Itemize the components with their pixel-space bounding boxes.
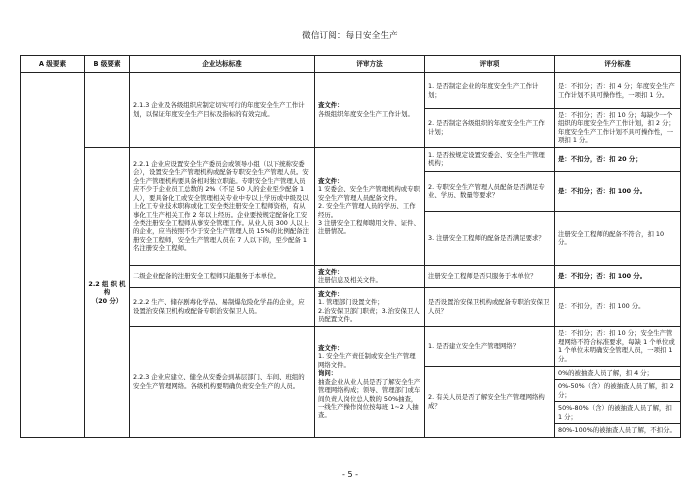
item-cell: 1. 是否建立安全生产管理网络？ [425,326,555,366]
method-label: 查文件： [318,176,344,185]
score-cell: 是：不扣分；否：扣 10 分；安全生产管理网络不符合标准要求，每缺 1 个单位或 1 个单位未明确安全管理人员，一项扣 1 分。 [555,326,681,366]
b-element-name: 2.2 组 织 机构 [88,279,126,297]
score-cell: 0%-50%（含）的被抽查人员了解，扣 2 分； [555,380,681,402]
standard-cell: 2.2.3 企业应建立、健全从安委会到基层部门、车间、班组的安全生产管理网络。各级机构要明确负责安全生产的人员。 [130,326,315,437]
inquiry-label: 询问： [318,369,338,378]
method-text: 各级组织年度安全生产工作计划。 [318,109,414,118]
item-cell: 注册安全工程师是否只服务于本单位？ [425,265,555,287]
score-cell: 是：不扣分；否：扣 4 分；年度安全生产工作计划不具可操作性，一项扣 1 分。 [555,73,681,109]
method-cell [315,326,425,437]
item-cell: 1. 是否制定企业的年度安全生产工作计划； [425,73,555,109]
score-cell: 0%的被抽查人员了解，扣 4 分； [555,366,681,379]
score-cell: 注册安全工程师的配备不符合，扣 10 分。 [555,211,681,265]
method-cell [315,265,425,287]
standard-cell: 2.1.3 企业及各级组织应制定切实可行的年度安全生产工作计划，以保证年度安全生产目标及指标的有效完成。 [130,73,315,148]
method-cell [315,287,425,326]
score-cell: 是：不扣分，否：扣 100 分。 [555,287,681,326]
item-cell: 2. 专职安全生产管理人员配备是否满足专业、学历、数量等要求？ [425,171,555,211]
score-cell: 是：不扣分；否：扣 100 分。 [555,171,681,211]
item-cell: 2. 是否制定各级组织的年度安全生产工作计划； [425,109,555,148]
item-cell: 3. 注册安全工程师的配备是否满足要求？ [425,211,555,265]
b-element-empty-cell [85,73,130,148]
method-line-2: 2.治安保卫部门职责；3.治安保卫人员配置文件。 [318,306,420,324]
standard-cell: 2.2.1 企业应设置安全生产委员会或领导小组（以下统称安委会），设置安全生产管理机构或配备专职安全生产管理人员。安全生产管理机构要具备相对独立职能。专职安全生产管理人员应不少于企业员工总数的 2%（不足 50 人的企业至少配备 1 人），要具备化工或安全管理相关专业中专以上学历或中级及以上化工专业技术职称或化工安全类注册安全工程师资格，有从事化工生产相关工作 2 年以上经历。企业要按规定配备化工安全类注册安全工程师从事安全管理工作。从业人员 300 人以上的企业，应当按照不少于安全生产管理人员 15%的比例配备注册安全工程师，安全生产管理人员在 7 人以下的，至少配备 1 名注册安全工程师。 [130,147,315,265]
table-row [21,147,681,171]
page-number: - 5 - [342,470,358,479]
column-header-a: A 级要素 [21,56,85,73]
standard-cell: 二级企业配备的注册安全工程师只能服务于本单位。 [130,265,315,287]
page-header-title: 微信订阅：每日安全生产 [302,31,398,41]
column-header-method: 评审方法 [315,56,425,73]
column-header-b: B 级要素 [85,56,130,73]
inquiry-text: 抽查企业从业人员是否了解安全生产管理网络构成；领导、管理部门或车间负责人岗位总人数的 50%抽查，一线生产操作岗位按每班 1~2 人抽查。 [318,377,421,420]
standard-cell: 2.2.2 生产、储存剧毒化学品、易制爆危险化学品的企业，应设置治安保卫机构或配备专职治安保卫人员。 [130,287,315,326]
method-label: 查文件： [318,267,344,276]
score-cell: 是：不扣分；否：扣 10 分；每缺少一个组织的年度安全生产工作计划，扣 2 分；年度安全生产工作计划不具可操作性，一项扣 1 分。 [555,109,681,148]
method-label: 查文件： [318,101,344,110]
method-text: 注册信息及相关文件。 [318,276,382,285]
method-text: 1. 安全生产责任制或安全生产管理网络文件。 [318,352,416,369]
method-label: 查文件： [318,289,344,298]
method-line-2: 2. 安全生产管理人员的学历、工作经历。 [318,202,416,219]
method-line-1: 1. 管理部门设置文件； [318,298,384,307]
column-header-item: 评审项 [425,56,555,73]
method-cell [315,147,425,265]
score-cell: 80%-100%的被抽查人员了解，不扣分。 [555,424,681,438]
method-label: 查文件： [318,343,344,352]
item-cell: 1. 是否按规定设置安委会、安全生产管理机构； [425,147,555,171]
item-cell: 2. 有关人员是否了解安全生产管理网络构成？ [425,366,555,437]
item-cell: 是否设置治安保卫机构或配备专职治安保卫人员？ [425,287,555,326]
score-cell: 是：不扣分；否：扣 100 分。 [555,265,681,287]
method-line-3: 3 注册安全工程师聘用文件、证件、注册情况。 [318,218,420,236]
b-element-cell [85,147,130,437]
column-header-score: 评分标准 [555,56,681,73]
b-element-score: （20 分） [91,296,123,305]
score-cell: 50%-80%（含）的被抽查人员了解，扣 1 分； [555,402,681,424]
table-header-row [21,56,681,73]
a-element-cell [21,73,85,438]
table-row [21,73,681,109]
score-cell: 是：不扣分，否：扣 20 分； [555,147,681,171]
method-line-1: 1 安委会、安全生产管理机构或专职安全生产管理人员配备文件。 [318,185,420,202]
column-header-standard: 企业达标标准 [130,56,315,73]
evaluation-table [20,55,681,438]
method-cell [315,73,425,148]
